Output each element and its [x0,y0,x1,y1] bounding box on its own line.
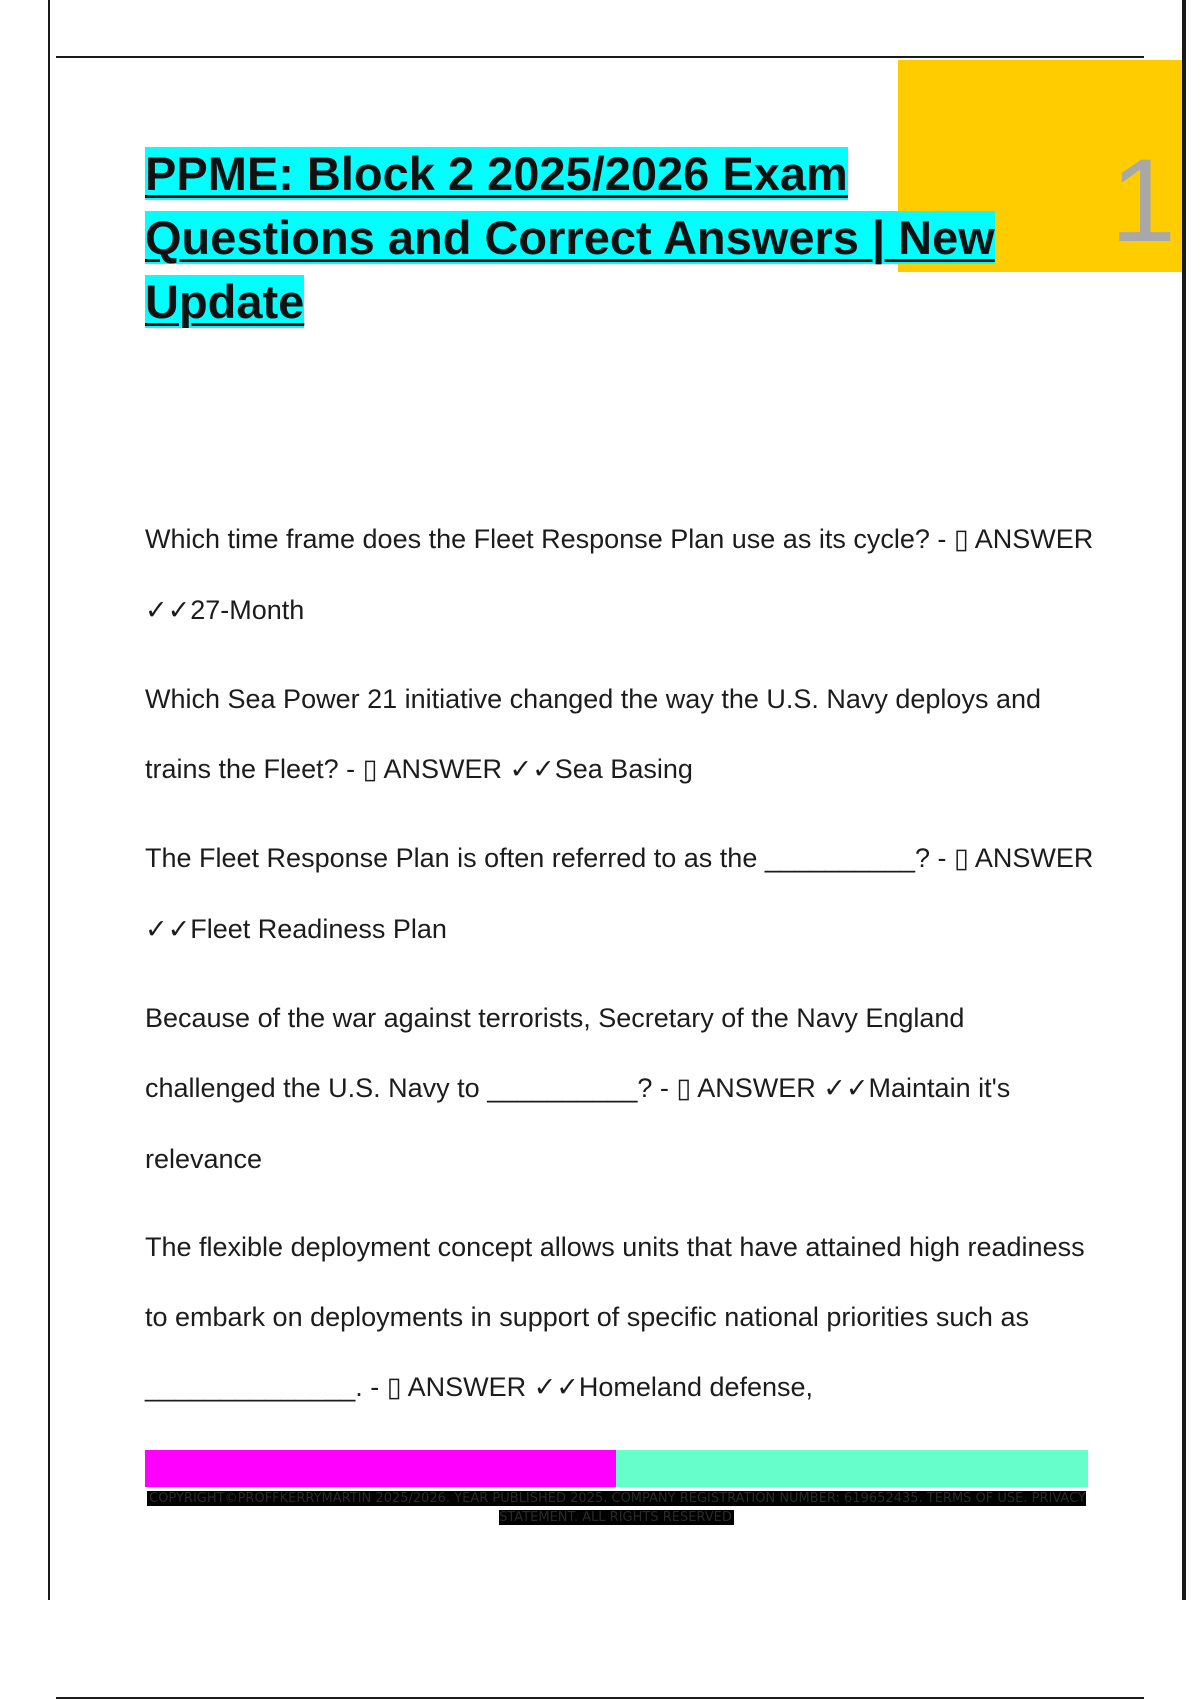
answer-text: Maintain it's relevance [145,1073,1011,1174]
answer-text: Fleet Readiness Plan [190,914,447,944]
question-text: The flexible deployment concept allows units that have attained high readiness to embark on deployments in support of specific national priorities such as ______________. - [145,1232,1085,1402]
replacement-box-icon: ▯ [362,754,378,785]
answer-text: Sea Basing [554,754,693,784]
copyright-text: COPYRIGHT©PROFFKERRYMARTIN 2025/2026. YEAR PUBLISHED 2025. COMPANY REGISTRATION NUMBER: 619652435. TERMS OF USE. PRIVACY STATEMENT. ALL RIGHTS RESERVED [149,1491,1086,1525]
double-checkmark-icon: ✓✓ [533,1372,579,1403]
page-border-left [48,0,50,1600]
answer-text: Homeland defense, [578,1372,814,1402]
question-text: Which time frame does the Fleet Response Plan use as its cycle? - [145,524,954,554]
answer-label: ANSWER [697,1073,816,1103]
qa-item [145,983,1095,1194]
page-number: 1 [1110,135,1176,267]
double-checkmark-icon: ✓✓ [145,595,191,626]
replacement-box-icon: ▯ [954,843,969,874]
qa-item [145,664,1095,805]
replacement-box-icon: ▯ [676,1073,692,1104]
answer-label: ANSWER [383,754,502,784]
answer-label: ANSWER [974,524,1094,554]
double-checkmark-icon: ✓✓ [145,914,191,945]
double-checkmark-icon: ✓✓ [823,1073,869,1104]
footer-color-bar [145,1450,1088,1487]
footer-bar-magenta-segment [145,1450,616,1487]
question-text: Which Sea Power 21 initiative changed the way the U.S. Navy deploys and trains the Fleet? - [145,684,1041,784]
document-title-text: PPME: Block 2 2025/2026 Exam Questions and Correct Answers | New Update [145,147,995,328]
double-checkmark-icon: ✓✓ [509,754,555,785]
footer-rule [56,1697,1144,1699]
answer-label: ANSWER [407,1372,527,1402]
qa-item [145,1212,1095,1423]
answer-text: 27-Month [190,595,305,625]
answer-label: ANSWER [974,843,1094,873]
replacement-box-icon: ▯ [386,1372,402,1403]
question-text: The Fleet Response Plan is often referred to as the __________? - [145,843,955,873]
question-text: Because of the war against terrorists, Secretary of the Navy England challenged the U.S. Navy to __________? - [145,1003,965,1103]
replacement-box-icon: ▯ [953,524,969,555]
page-border-right [1182,0,1186,1600]
qa-item [145,504,1095,646]
footer-bar-aqua-segment [616,1450,1088,1487]
header-rule [56,56,1144,58]
document-title [145,142,1045,334]
question-list [145,504,1095,1441]
copyright-notice [145,1489,1088,1527]
qa-item [145,823,1095,965]
